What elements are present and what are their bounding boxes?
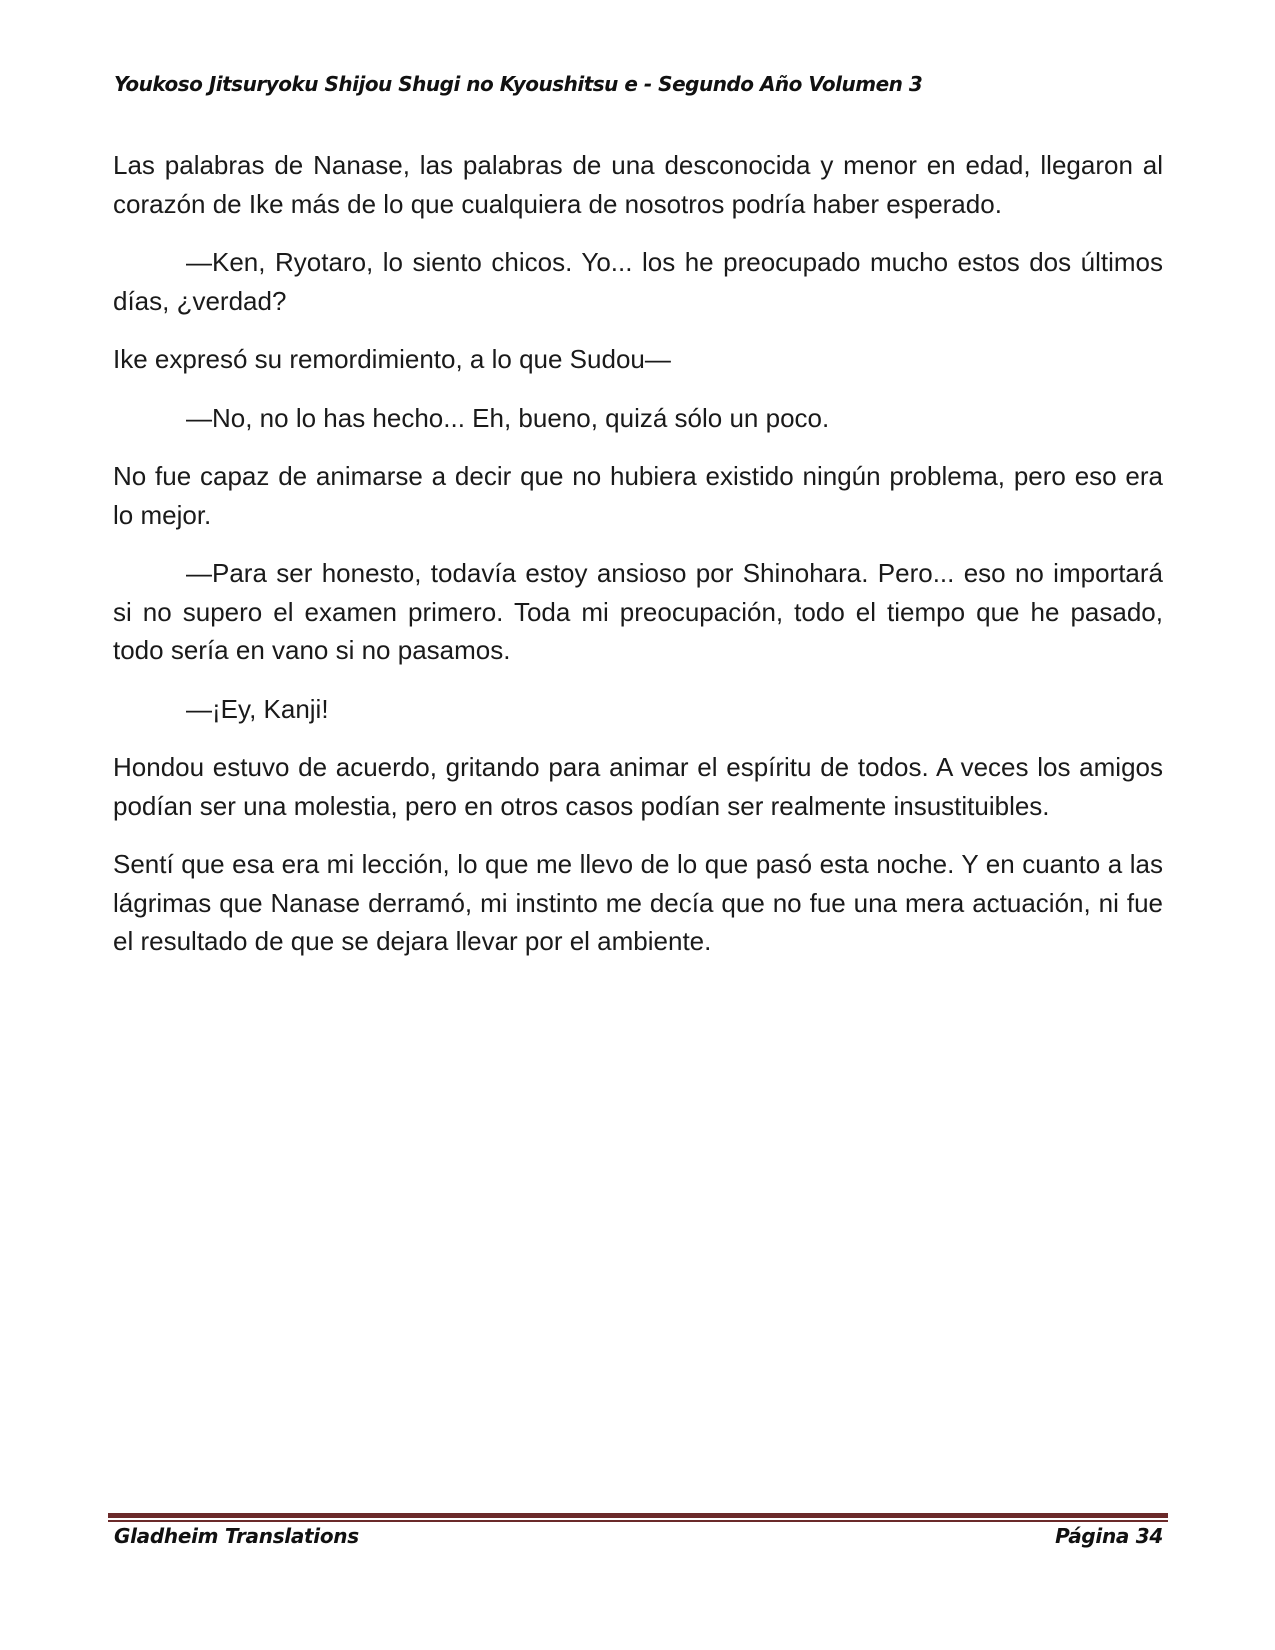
dialogue-paragraph: —Para ser honesto, todavía estoy ansioso por Shinohara. Pero... eso no importará si no supero el examen primero. Toda mi preocupación, todo el tiempo que he pasado, todo sería en vano si no pasamos. (113, 558, 1163, 665)
footer-divider-thick (108, 1513, 1168, 1518)
dialogue-paragraph: —No, no lo has hecho... Eh, bueno, quizá sólo un poco. (186, 402, 830, 433)
dialogue-paragraph: —¡Ey, Kanji! (186, 693, 329, 724)
page-header-title: Youkoso Jitsuryoku Shijou Shugi no Kyoushitsu e - Segundo Año Volumen 3 (114, 72, 923, 96)
paragraph: Las palabras de Nanase, las palabras de una desconocida y menor en edad, llegaron al corazón de Ike más de lo que cualquiera de nosotros podría haber esperado. (113, 150, 1163, 219)
paragraph: Hondou estuvo de acuerdo, gritando para animar el espíritu de todos. A veces los amigos podían ser una molestia, pero en otros casos podían ser realmente insustituibles. (113, 752, 1163, 821)
paragraph: Ike expresó su remordimiento, a lo que Sudou— (113, 344, 671, 374)
paragraph: No fue capaz de animarse a decir que no hubiera existido ningún problema, pero eso era lo mejor. (113, 461, 1163, 530)
page-number: Página 34 (1055, 1524, 1163, 1548)
body-text (113, 146, 1163, 981)
footer-divider (108, 1513, 1168, 1523)
paragraph: Sentí que esa era mi lección, lo que me llevo de lo que pasó esta noche. Y en cuanto a las lágrimas que Nanase derramó, mi instinto me decía que no fue una mera actuación, ni fue el resultado de que se dejara llevar por el ambiente. (113, 849, 1163, 956)
dialogue-paragraph: —Ken, Ryotaro, lo siento chicos. Yo... los he preocupado mucho estos dos últimos días, ¿verdad? (113, 247, 1163, 316)
footer-divider-thin (108, 1520, 1168, 1522)
footer-credit: Gladheim Translations (114, 1524, 359, 1548)
